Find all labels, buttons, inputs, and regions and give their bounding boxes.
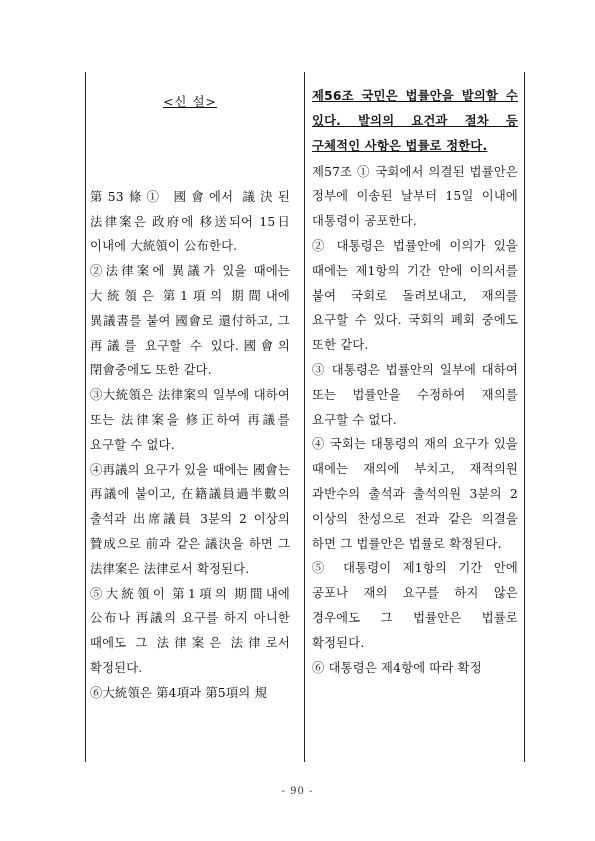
article53-para2: ②法律案에 異議가 있을 때에는 大統領은 第1項의 期間내에 異議書를 붙여 國會로 還付하고, 그 再議를 요구할 수 있다.國會의 閉會중에도 또한 같다. [90, 264, 290, 378]
page-number: - 90 - [281, 786, 314, 797]
article57-para4: ④ 국회는 대통령의 재의 요구가 있을 때에는 재의에 부치고, 재적의원 과반수의 출석과 출석의원 3분의 2 이상의 찬성으로 전과 같은 의결을 하면 그 법률안은 법률로 확정된다. [312, 437, 518, 551]
article57-para1: 제57조 ① 국회에서 의결된 법률안은 정부에 이송된 날부터 15일 이내에 대통령이 공포한다. [312, 164, 518, 229]
center-divider [304, 72, 305, 762]
article56-new: 제56조 국민은 법률안을 발의할 수 있다. 발의의 요건과 절차 등 구체적인 사항은 법률로 정한다. [312, 89, 518, 154]
article53-para5: ⑤大統領이 第1項의 期間내에 公布나 再議의 요구를 하지 아니한 때에도 그 法律案은 法律로서 확정된다. [90, 586, 290, 675]
article57-para5: ⑤ 대통령이 제1항의 기간 안에 공포나 재의 요구를 하지 않은 경우에도 그 법률안은 법률로 확정된다. [312, 561, 518, 650]
new-provision-heading: <신 설> [162, 94, 218, 109]
article57-para6: ⑥ 대통령은 제4항에 따라 확정 [312, 660, 482, 675]
article53-para1: 第53條① 國會에서 議決된 法律案은 政府에 移送되어 15日 이내에 大統領이 公布한다. [90, 189, 290, 254]
current-law-column [90, 84, 290, 706]
article57-para2: ② 대통령은 법률안에 이의가 있을 때에는 제1항의 기간 안에 이의서를 붙여 국회로 돌려보내고, 재의를 요구할 수 있다. 국회의 폐회 중에도 또한 같다. [312, 239, 518, 353]
article53-para4: ④再議의 요구가 있을 때에는 國會는 再議에 붙이고, 在籍議員過半數의 출석과 出席議員 3분의 2 이상의 贊成으로 前과 같은 議決을 하면 그 法律案은 法律로서 확정된다. [90, 462, 290, 576]
article57-para3: ③ 대통령은 법률안의 일부에 대하여 또는 법률안을 수정하여 재의를 요구할 수 없다. [312, 362, 518, 427]
right-border [524, 72, 525, 762]
left-border [85, 72, 86, 762]
article53-para6: ⑥大統領은 第4項과 第5項의 規 [90, 685, 268, 700]
comparison-table [85, 72, 525, 762]
article53-para3: ③大統領은 法律案의 일부에 대하여 또는 法律案을 修正하여 再議를 요구할 수 없다. [90, 388, 290, 452]
amendment-column [312, 84, 518, 680]
